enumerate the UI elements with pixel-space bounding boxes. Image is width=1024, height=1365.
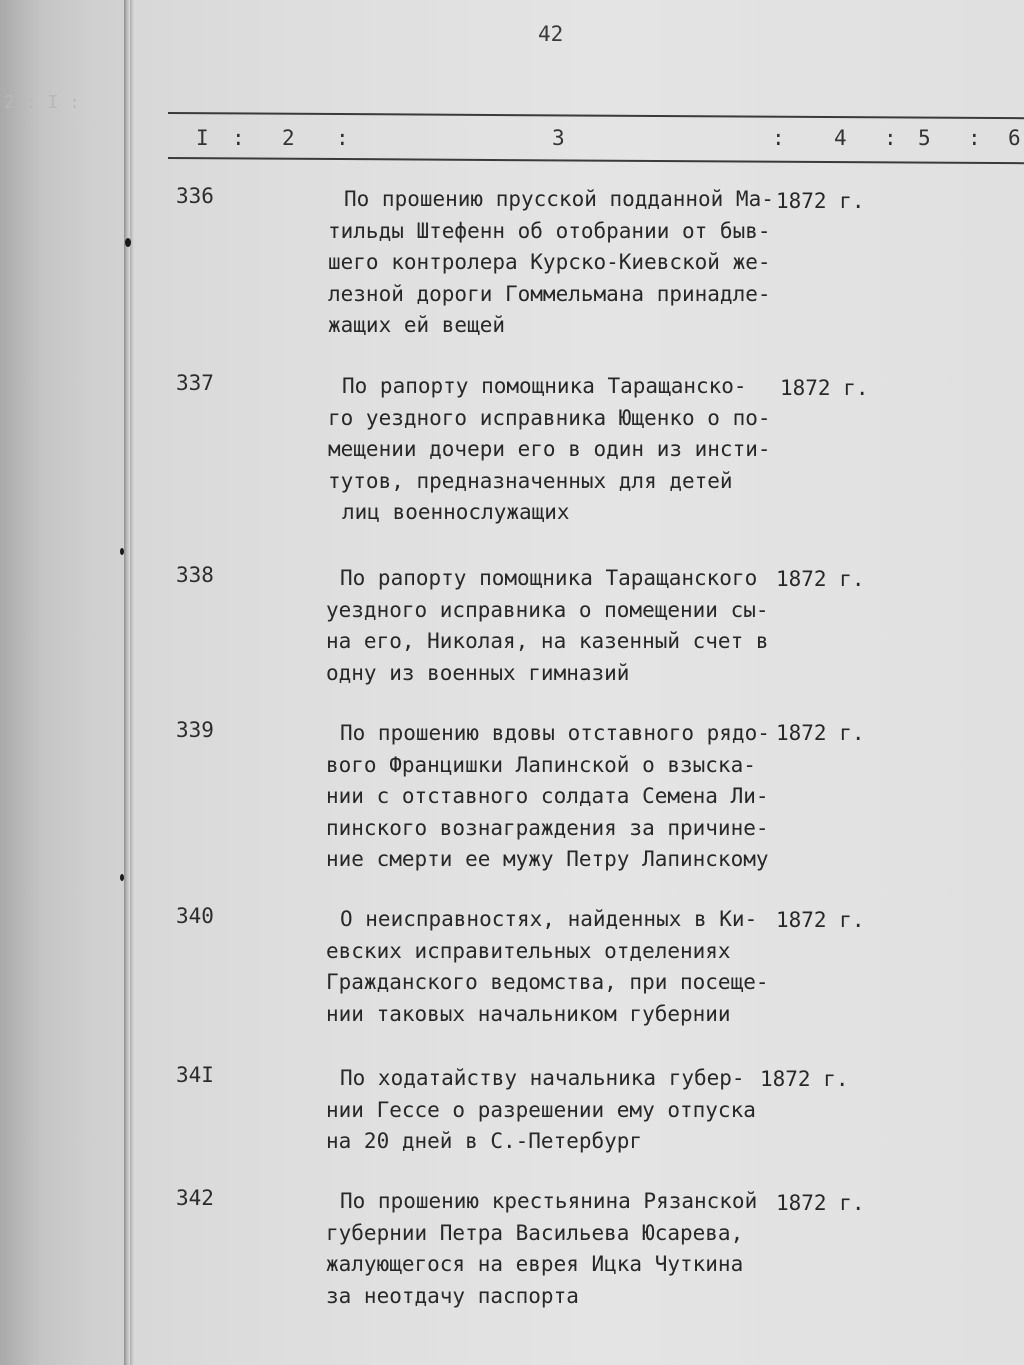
entry-line: лезной дороги Гоммельмана принадле- (328, 281, 771, 306)
entry-line: го уездного исправника Ющенко о по- (328, 405, 771, 430)
entry-line: на 20 дней в С.-Петербург (326, 1129, 643, 1153)
page-number: 42 (538, 22, 564, 46)
entry-year: 1872 г. (776, 721, 865, 745)
entry-line: нии Гессе о разрешении ему отпуска (326, 1097, 756, 1122)
binding-hole-mark (120, 874, 124, 881)
entry-line: О неисправностях, найденных в Ки- (340, 907, 758, 931)
entry-year: 1872 г. (776, 1191, 865, 1215)
entry-line: на его, Николая, на казенный счет в (326, 629, 769, 653)
entry-number: 336 (176, 184, 214, 208)
entry-year: 1872 г. (776, 189, 865, 213)
entry-line: жалующегося на еврея Ицка Чуткина (326, 1252, 744, 1276)
entry-description (328, 184, 774, 342)
entry-line: уездного исправника о помещении сы- (326, 597, 769, 622)
entry-line: пинского вознаграждения за причине- (326, 815, 769, 840)
entry-line: По прошению крестьянина Рязанской (340, 1189, 758, 1213)
entry-description (326, 718, 770, 876)
column-separator: : (968, 126, 981, 150)
entry-number: 339 (176, 718, 214, 742)
column-head-2: 2 (282, 126, 295, 150)
entry-line: вого Францишки Лапинской о взыска- (326, 752, 756, 777)
entry-line: тутов, предназначенных для детей (328, 468, 733, 493)
column-head-1: I (196, 126, 209, 150)
entry-number: 338 (176, 563, 214, 587)
entry-description (328, 371, 771, 529)
adjacent-page-mark: 2 : I : (4, 92, 80, 113)
column-head-5: 5 (918, 126, 931, 150)
column-separator: : (884, 126, 897, 150)
entry-line: По ходатайству начальника губер- (340, 1066, 745, 1090)
entry-line: тильды Штефенн об отобрании от быв- (328, 218, 771, 243)
entry-year: 1872 г. (760, 1067, 849, 1091)
entry-line: губернии Петра Васильева Юсарева, (326, 1220, 744, 1245)
column-separator: : (336, 126, 349, 150)
entry-number: 337 (176, 371, 214, 395)
entry-line: нии таковых начальником губернии (326, 1001, 731, 1026)
entry-line: мещении дочери его в один из инсти- (328, 437, 771, 461)
column-head-4: 4 (834, 126, 847, 150)
entry-line: шего контролера Курско-Киевской же- (328, 250, 771, 274)
entry-line: По рапорту помощника Таращанско- (342, 374, 747, 398)
entry-line: жащих ей вещей (328, 313, 506, 337)
entry-line: По прошению вдовы отставного рядо- (340, 721, 770, 745)
entry-line: По прошению прусской подданной Ма- (344, 187, 774, 211)
binding-hole-mark (125, 238, 131, 247)
entry-line: нии с отставного солдата Семена Ли- (326, 784, 769, 808)
column-head-6: 6 (1008, 126, 1021, 150)
column-separator: : (772, 126, 785, 150)
entry-year: 1872 г. (776, 567, 865, 591)
entry-number: 34I (176, 1063, 214, 1087)
entry-line: По рапорту помощника Таращанского (340, 566, 758, 590)
entry-description (326, 1186, 757, 1312)
entry-line: евских исправительных отделениях (326, 938, 731, 963)
entry-number: 342 (176, 1186, 214, 1210)
entry-description (326, 904, 769, 1030)
entry-line: Гражданского ведомства, при посеще- (326, 970, 769, 994)
entry-description (326, 563, 769, 689)
entry-year: 1872 г. (780, 376, 869, 400)
entry-line: лиц военнослужащих (342, 500, 570, 524)
entry-number: 340 (176, 904, 214, 928)
column-separator: : (232, 126, 245, 150)
binding-hole-mark (120, 548, 124, 555)
entry-year: 1872 г. (776, 908, 865, 932)
column-head-3: 3 (552, 126, 565, 150)
entry-line: ние смерти ее мужу Петру Лапинскому (326, 847, 769, 871)
entry-line: за неотдачу паспорта (326, 1283, 579, 1308)
entry-line: одну из военных гимназий (326, 660, 630, 685)
entry-description (326, 1063, 756, 1158)
